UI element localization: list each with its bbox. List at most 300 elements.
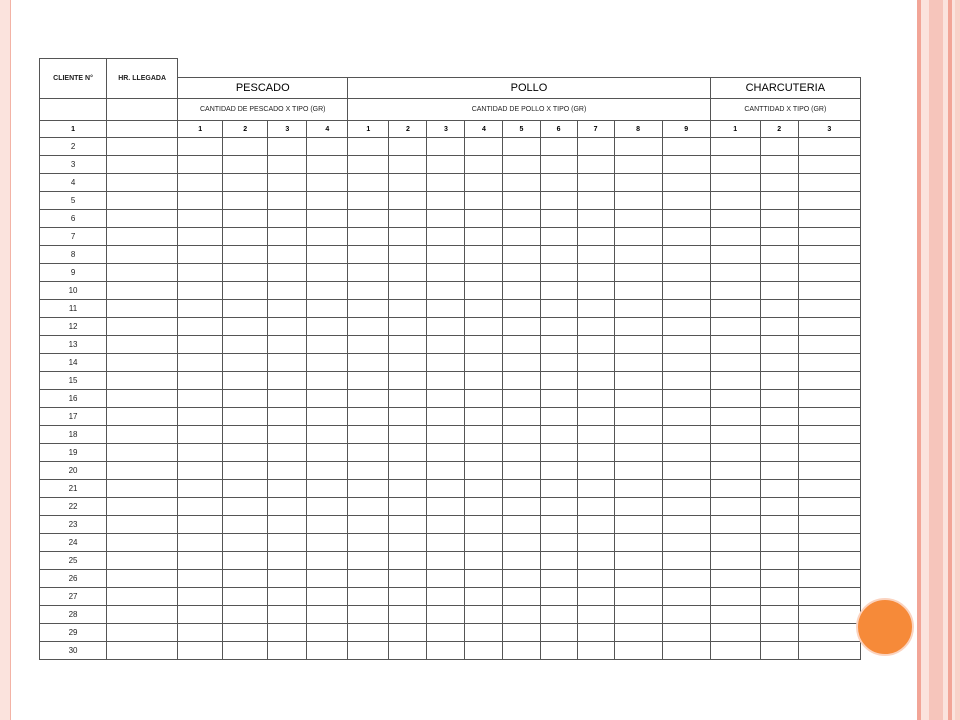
quantity-cell[interactable] <box>710 354 760 372</box>
quantity-cell[interactable] <box>427 498 465 516</box>
quantity-cell[interactable] <box>577 642 614 660</box>
quantity-cell[interactable] <box>798 498 860 516</box>
arrival-time-cell[interactable] <box>107 192 178 210</box>
quantity-cell[interactable] <box>223 174 268 192</box>
quantity-cell[interactable] <box>614 444 662 462</box>
quantity-cell[interactable] <box>710 138 760 156</box>
quantity-cell[interactable] <box>503 264 540 282</box>
quantity-cell[interactable] <box>268 408 307 426</box>
arrival-time-cell[interactable] <box>107 588 178 606</box>
arrival-time-cell[interactable] <box>107 390 178 408</box>
quantity-cell[interactable] <box>465 300 503 318</box>
quantity-cell[interactable] <box>307 588 348 606</box>
quantity-cell[interactable] <box>540 210 577 228</box>
quantity-cell[interactable] <box>178 192 223 210</box>
arrival-time-cell[interactable] <box>107 480 178 498</box>
quantity-cell[interactable] <box>223 624 268 642</box>
quantity-cell[interactable] <box>465 426 503 444</box>
quantity-cell[interactable] <box>348 372 389 390</box>
quantity-cell[interactable] <box>798 264 860 282</box>
quantity-cell[interactable] <box>540 408 577 426</box>
quantity-cell[interactable] <box>223 444 268 462</box>
quantity-cell[interactable] <box>389 336 427 354</box>
quantity-cell[interactable] <box>465 444 503 462</box>
arrival-time-cell[interactable] <box>107 121 178 138</box>
quantity-cell[interactable] <box>503 246 540 264</box>
quantity-cell[interactable] <box>662 480 710 498</box>
quantity-cell[interactable] <box>389 408 427 426</box>
quantity-cell[interactable] <box>307 210 348 228</box>
quantity-cell[interactable] <box>540 534 577 552</box>
quantity-cell[interactable] <box>348 300 389 318</box>
quantity-cell[interactable] <box>348 138 389 156</box>
quantity-cell[interactable] <box>760 624 798 642</box>
quantity-cell[interactable] <box>389 480 427 498</box>
quantity-cell[interactable] <box>662 300 710 318</box>
quantity-cell[interactable] <box>614 588 662 606</box>
quantity-cell[interactable] <box>268 588 307 606</box>
quantity-cell[interactable] <box>389 282 427 300</box>
quantity-cell[interactable] <box>662 210 710 228</box>
quantity-cell[interactable] <box>540 228 577 246</box>
quantity-cell[interactable] <box>503 624 540 642</box>
quantity-cell[interactable] <box>662 462 710 480</box>
quantity-cell[interactable] <box>223 552 268 570</box>
quantity-cell[interactable] <box>427 408 465 426</box>
quantity-cell[interactable] <box>798 606 860 624</box>
quantity-cell[interactable] <box>427 282 465 300</box>
quantity-cell[interactable] <box>307 624 348 642</box>
arrival-time-cell[interactable] <box>107 516 178 534</box>
quantity-cell[interactable] <box>577 408 614 426</box>
quantity-cell[interactable] <box>760 516 798 534</box>
quantity-cell[interactable] <box>268 174 307 192</box>
quantity-cell[interactable] <box>798 210 860 228</box>
quantity-cell[interactable] <box>760 480 798 498</box>
quantity-cell[interactable] <box>540 552 577 570</box>
quantity-cell[interactable] <box>798 300 860 318</box>
quantity-cell[interactable] <box>307 354 348 372</box>
quantity-cell[interactable] <box>223 480 268 498</box>
quantity-cell[interactable] <box>178 588 223 606</box>
quantity-cell[interactable] <box>307 174 348 192</box>
quantity-cell[interactable] <box>503 228 540 246</box>
quantity-cell[interactable] <box>614 246 662 264</box>
quantity-cell[interactable] <box>503 642 540 660</box>
quantity-cell[interactable] <box>798 552 860 570</box>
quantity-cell[interactable] <box>760 228 798 246</box>
arrival-time-cell[interactable] <box>107 318 178 336</box>
arrival-time-cell[interactable] <box>107 462 178 480</box>
quantity-cell[interactable] <box>540 480 577 498</box>
quantity-cell[interactable] <box>577 552 614 570</box>
quantity-cell[interactable] <box>223 228 268 246</box>
quantity-cell[interactable] <box>760 408 798 426</box>
arrival-time-cell[interactable] <box>107 606 178 624</box>
quantity-cell[interactable] <box>577 480 614 498</box>
quantity-cell[interactable] <box>798 156 860 174</box>
quantity-cell[interactable] <box>760 534 798 552</box>
quantity-cell[interactable] <box>223 372 268 390</box>
quantity-cell[interactable] <box>307 462 348 480</box>
quantity-cell[interactable] <box>798 246 860 264</box>
quantity-cell[interactable] <box>465 534 503 552</box>
quantity-cell[interactable] <box>760 606 798 624</box>
quantity-cell[interactable] <box>798 336 860 354</box>
quantity-cell[interactable] <box>577 138 614 156</box>
quantity-cell[interactable] <box>348 462 389 480</box>
quantity-cell[interactable] <box>223 318 268 336</box>
quantity-cell[interactable] <box>760 192 798 210</box>
quantity-cell[interactable] <box>178 156 223 174</box>
quantity-cell[interactable] <box>427 228 465 246</box>
quantity-cell[interactable] <box>389 498 427 516</box>
quantity-cell[interactable] <box>178 246 223 264</box>
quantity-cell[interactable] <box>465 480 503 498</box>
quantity-cell[interactable] <box>540 246 577 264</box>
quantity-cell[interactable] <box>662 246 710 264</box>
quantity-cell[interactable] <box>465 336 503 354</box>
quantity-cell[interactable] <box>503 156 540 174</box>
quantity-cell[interactable] <box>710 570 760 588</box>
quantity-cell[interactable] <box>760 156 798 174</box>
quantity-cell[interactable] <box>178 624 223 642</box>
quantity-cell[interactable] <box>268 318 307 336</box>
quantity-cell[interactable] <box>710 498 760 516</box>
quantity-cell[interactable] <box>427 318 465 336</box>
quantity-cell[interactable] <box>268 516 307 534</box>
quantity-cell[interactable] <box>662 174 710 192</box>
quantity-cell[interactable] <box>540 138 577 156</box>
quantity-cell[interactable] <box>798 354 860 372</box>
quantity-cell[interactable] <box>178 408 223 426</box>
arrival-time-cell[interactable] <box>107 138 178 156</box>
quantity-cell[interactable] <box>710 444 760 462</box>
quantity-cell[interactable] <box>223 246 268 264</box>
quantity-cell[interactable] <box>389 174 427 192</box>
quantity-cell[interactable] <box>427 138 465 156</box>
quantity-cell[interactable] <box>710 336 760 354</box>
quantity-cell[interactable] <box>710 426 760 444</box>
quantity-cell[interactable] <box>223 300 268 318</box>
arrival-time-cell[interactable] <box>107 228 178 246</box>
quantity-cell[interactable] <box>798 138 860 156</box>
quantity-cell[interactable] <box>503 372 540 390</box>
quantity-cell[interactable] <box>307 138 348 156</box>
quantity-cell[interactable] <box>614 210 662 228</box>
quantity-cell[interactable] <box>427 480 465 498</box>
quantity-cell[interactable] <box>268 606 307 624</box>
quantity-cell[interactable] <box>465 228 503 246</box>
quantity-cell[interactable] <box>268 390 307 408</box>
quantity-cell[interactable] <box>577 174 614 192</box>
quantity-cell[interactable] <box>348 246 389 264</box>
quantity-cell[interactable] <box>307 498 348 516</box>
arrival-time-cell[interactable] <box>107 624 178 642</box>
quantity-cell[interactable] <box>760 336 798 354</box>
quantity-cell[interactable] <box>389 354 427 372</box>
quantity-cell[interactable] <box>427 174 465 192</box>
quantity-cell[interactable] <box>223 156 268 174</box>
quantity-cell[interactable] <box>178 534 223 552</box>
quantity-cell[interactable] <box>223 210 268 228</box>
quantity-cell[interactable] <box>268 642 307 660</box>
quantity-cell[interactable] <box>662 606 710 624</box>
quantity-cell[interactable] <box>614 480 662 498</box>
quantity-cell[interactable] <box>307 192 348 210</box>
quantity-cell[interactable] <box>427 570 465 588</box>
quantity-cell[interactable] <box>178 390 223 408</box>
quantity-cell[interactable] <box>348 480 389 498</box>
quantity-cell[interactable] <box>662 408 710 426</box>
quantity-cell[interactable] <box>760 246 798 264</box>
arrival-time-cell[interactable] <box>107 336 178 354</box>
quantity-cell[interactable] <box>662 354 710 372</box>
quantity-cell[interactable] <box>427 588 465 606</box>
quantity-cell[interactable] <box>178 570 223 588</box>
quantity-cell[interactable] <box>503 390 540 408</box>
quantity-cell[interactable] <box>503 138 540 156</box>
quantity-cell[interactable] <box>178 336 223 354</box>
quantity-cell[interactable] <box>348 390 389 408</box>
quantity-cell[interactable] <box>307 372 348 390</box>
quantity-cell[interactable] <box>798 588 860 606</box>
quantity-cell[interactable] <box>710 588 760 606</box>
quantity-cell[interactable] <box>178 318 223 336</box>
quantity-cell[interactable] <box>348 552 389 570</box>
quantity-cell[interactable] <box>503 462 540 480</box>
quantity-cell[interactable] <box>465 642 503 660</box>
quantity-cell[interactable] <box>798 174 860 192</box>
quantity-cell[interactable] <box>710 282 760 300</box>
quantity-cell[interactable] <box>662 264 710 282</box>
quantity-cell[interactable] <box>348 408 389 426</box>
quantity-cell[interactable] <box>348 498 389 516</box>
quantity-cell[interactable] <box>427 552 465 570</box>
quantity-cell[interactable] <box>614 336 662 354</box>
quantity-cell[interactable] <box>577 210 614 228</box>
quantity-cell[interactable] <box>760 588 798 606</box>
quantity-cell[interactable] <box>348 174 389 192</box>
quantity-cell[interactable] <box>662 552 710 570</box>
quantity-cell[interactable] <box>710 228 760 246</box>
quantity-cell[interactable] <box>465 552 503 570</box>
quantity-cell[interactable] <box>348 444 389 462</box>
quantity-cell[interactable] <box>389 138 427 156</box>
quantity-cell[interactable] <box>389 462 427 480</box>
quantity-cell[interactable] <box>178 264 223 282</box>
quantity-cell[interactable] <box>465 498 503 516</box>
quantity-cell[interactable] <box>427 516 465 534</box>
quantity-cell[interactable] <box>503 408 540 426</box>
quantity-cell[interactable] <box>710 318 760 336</box>
quantity-cell[interactable] <box>427 300 465 318</box>
quantity-cell[interactable] <box>427 246 465 264</box>
quantity-cell[interactable] <box>614 516 662 534</box>
quantity-cell[interactable] <box>662 444 710 462</box>
quantity-cell[interactable] <box>307 390 348 408</box>
quantity-cell[interactable] <box>223 516 268 534</box>
quantity-cell[interactable] <box>389 246 427 264</box>
quantity-cell[interactable] <box>540 192 577 210</box>
quantity-cell[interactable] <box>503 606 540 624</box>
quantity-cell[interactable] <box>798 480 860 498</box>
quantity-cell[interactable] <box>178 462 223 480</box>
quantity-cell[interactable] <box>223 282 268 300</box>
quantity-cell[interactable] <box>577 372 614 390</box>
arrival-time-cell[interactable] <box>107 264 178 282</box>
quantity-cell[interactable] <box>465 354 503 372</box>
quantity-cell[interactable] <box>178 228 223 246</box>
quantity-cell[interactable] <box>710 192 760 210</box>
arrival-time-cell[interactable] <box>107 498 178 516</box>
quantity-cell[interactable] <box>389 570 427 588</box>
quantity-cell[interactable] <box>178 426 223 444</box>
quantity-cell[interactable] <box>307 264 348 282</box>
quantity-cell[interactable] <box>662 624 710 642</box>
quantity-cell[interactable] <box>577 606 614 624</box>
quantity-cell[interactable] <box>389 210 427 228</box>
quantity-cell[interactable] <box>662 588 710 606</box>
quantity-cell[interactable] <box>760 372 798 390</box>
quantity-cell[interactable] <box>662 156 710 174</box>
quantity-cell[interactable] <box>614 642 662 660</box>
quantity-cell[interactable] <box>710 534 760 552</box>
quantity-cell[interactable] <box>710 552 760 570</box>
quantity-cell[interactable] <box>223 570 268 588</box>
quantity-cell[interactable] <box>710 642 760 660</box>
quantity-cell[interactable] <box>307 606 348 624</box>
quantity-cell[interactable] <box>348 192 389 210</box>
quantity-cell[interactable] <box>427 624 465 642</box>
quantity-cell[interactable] <box>348 282 389 300</box>
quantity-cell[interactable] <box>465 408 503 426</box>
quantity-cell[interactable] <box>268 228 307 246</box>
quantity-cell[interactable] <box>798 516 860 534</box>
quantity-cell[interactable] <box>503 498 540 516</box>
quantity-cell[interactable] <box>307 480 348 498</box>
quantity-cell[interactable] <box>503 534 540 552</box>
quantity-cell[interactable] <box>540 642 577 660</box>
quantity-cell[interactable] <box>662 372 710 390</box>
quantity-cell[interactable] <box>798 624 860 642</box>
quantity-cell[interactable] <box>503 192 540 210</box>
quantity-cell[interactable] <box>798 318 860 336</box>
quantity-cell[interactable] <box>465 390 503 408</box>
quantity-cell[interactable] <box>348 264 389 282</box>
quantity-cell[interactable] <box>307 426 348 444</box>
quantity-cell[interactable] <box>268 426 307 444</box>
quantity-cell[interactable] <box>427 426 465 444</box>
quantity-cell[interactable] <box>348 534 389 552</box>
quantity-cell[interactable] <box>465 516 503 534</box>
quantity-cell[interactable] <box>710 624 760 642</box>
quantity-cell[interactable] <box>223 588 268 606</box>
quantity-cell[interactable] <box>178 282 223 300</box>
quantity-cell[interactable] <box>577 354 614 372</box>
quantity-cell[interactable] <box>540 462 577 480</box>
quantity-cell[interactable] <box>710 210 760 228</box>
quantity-cell[interactable] <box>577 390 614 408</box>
quantity-cell[interactable] <box>798 642 860 660</box>
quantity-cell[interactable] <box>427 642 465 660</box>
quantity-cell[interactable] <box>427 444 465 462</box>
quantity-cell[interactable] <box>465 210 503 228</box>
quantity-cell[interactable] <box>577 264 614 282</box>
quantity-cell[interactable] <box>389 624 427 642</box>
quantity-cell[interactable] <box>614 300 662 318</box>
quantity-cell[interactable] <box>577 192 614 210</box>
quantity-cell[interactable] <box>662 390 710 408</box>
quantity-cell[interactable] <box>223 264 268 282</box>
quantity-cell[interactable] <box>614 174 662 192</box>
quantity-cell[interactable] <box>540 606 577 624</box>
quantity-cell[interactable] <box>389 228 427 246</box>
quantity-cell[interactable] <box>465 138 503 156</box>
quantity-cell[interactable] <box>427 156 465 174</box>
quantity-cell[interactable] <box>178 300 223 318</box>
quantity-cell[interactable] <box>540 498 577 516</box>
quantity-cell[interactable] <box>465 624 503 642</box>
quantity-cell[interactable] <box>798 372 860 390</box>
quantity-cell[interactable] <box>614 318 662 336</box>
quantity-cell[interactable] <box>307 570 348 588</box>
quantity-cell[interactable] <box>268 354 307 372</box>
quantity-cell[interactable] <box>577 624 614 642</box>
quantity-cell[interactable] <box>760 426 798 444</box>
arrival-time-cell[interactable] <box>107 156 178 174</box>
quantity-cell[interactable] <box>798 462 860 480</box>
quantity-cell[interactable] <box>503 570 540 588</box>
quantity-cell[interactable] <box>268 444 307 462</box>
quantity-cell[interactable] <box>614 354 662 372</box>
quantity-cell[interactable] <box>307 156 348 174</box>
arrival-time-cell[interactable] <box>107 552 178 570</box>
quantity-cell[interactable] <box>427 210 465 228</box>
quantity-cell[interactable] <box>503 210 540 228</box>
quantity-cell[interactable] <box>577 228 614 246</box>
quantity-cell[interactable] <box>465 246 503 264</box>
quantity-cell[interactable] <box>760 552 798 570</box>
quantity-cell[interactable] <box>389 318 427 336</box>
quantity-cell[interactable] <box>614 552 662 570</box>
quantity-cell[interactable] <box>540 174 577 192</box>
quantity-cell[interactable] <box>348 642 389 660</box>
quantity-cell[interactable] <box>760 642 798 660</box>
quantity-cell[interactable] <box>389 588 427 606</box>
quantity-cell[interactable] <box>348 228 389 246</box>
quantity-cell[interactable] <box>268 624 307 642</box>
quantity-cell[interactable] <box>662 318 710 336</box>
quantity-cell[interactable] <box>503 516 540 534</box>
quantity-cell[interactable] <box>307 336 348 354</box>
quantity-cell[interactable] <box>760 390 798 408</box>
quantity-cell[interactable] <box>710 606 760 624</box>
quantity-cell[interactable] <box>540 372 577 390</box>
quantity-cell[interactable] <box>427 336 465 354</box>
quantity-cell[interactable] <box>307 300 348 318</box>
arrival-time-cell[interactable] <box>107 246 178 264</box>
quantity-cell[interactable] <box>427 372 465 390</box>
quantity-cell[interactable] <box>503 426 540 444</box>
quantity-cell[interactable] <box>540 300 577 318</box>
quantity-cell[interactable] <box>268 552 307 570</box>
quantity-cell[interactable] <box>577 570 614 588</box>
quantity-cell[interactable] <box>577 300 614 318</box>
quantity-cell[interactable] <box>662 138 710 156</box>
quantity-cell[interactable] <box>307 516 348 534</box>
quantity-cell[interactable] <box>540 336 577 354</box>
